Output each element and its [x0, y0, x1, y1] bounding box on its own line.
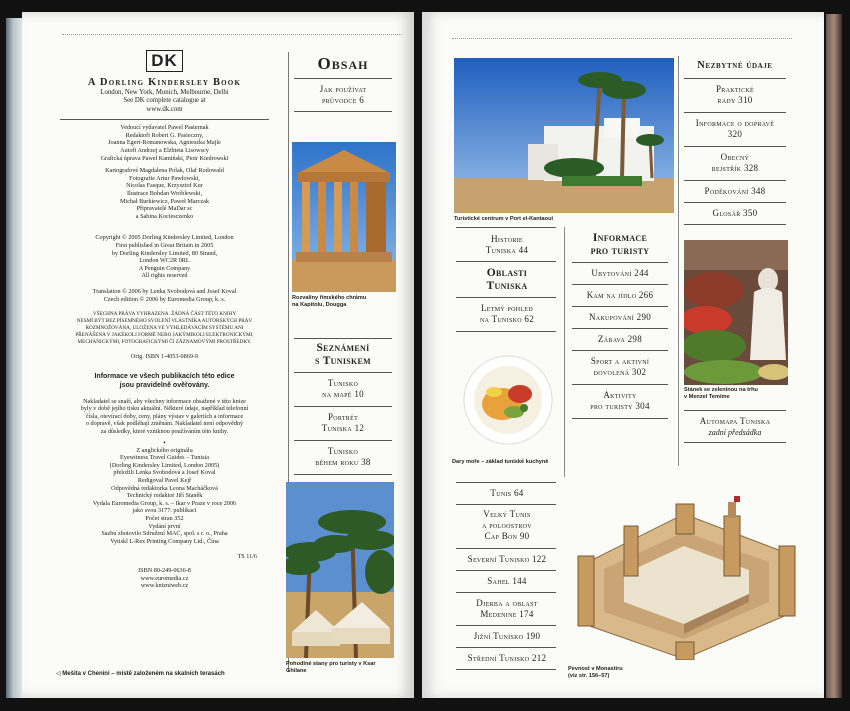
palm-tents-illustration	[286, 482, 394, 658]
credit-line: Joanna Egert-Romanowska, Agnieszka Majle	[108, 139, 221, 147]
monastir-fortress-drawing	[564, 474, 804, 660]
rule	[294, 111, 392, 112]
credit-line: Grafická úprava Paweł Kamiński, Piotr Kiedrowski	[100, 154, 229, 162]
credit-line: Ilustrace Bohdan Wróblewski,	[126, 189, 203, 197]
rule	[684, 180, 786, 181]
rule	[294, 372, 392, 373]
credit-line: Připravatelé MaDar sc	[136, 205, 193, 213]
toc-activities[interactable]: Aktivity pro turisty 304	[590, 390, 650, 411]
column-divider	[564, 227, 565, 477]
rule	[572, 384, 668, 385]
seafood-caption: Dary moře – základ tuniské kuchyně	[452, 459, 549, 465]
rule	[456, 592, 556, 593]
translation-line: Czech edition © 2006 by Euromedia Group, k. s.	[103, 295, 226, 303]
notice-block	[52, 398, 277, 436]
credit-line: Redaktoři Robert G. Pasieczny,	[125, 131, 204, 139]
market-caption: Stánek se zeleninou na trhu v Menzel Temime	[684, 387, 758, 400]
market-illustration	[684, 240, 788, 385]
edition-line: Vydání první	[148, 522, 181, 530]
edition-line: Eyewitness Travel Guides – Tunisia	[119, 454, 210, 462]
notice-line: čísla, otevírací doby, ceny, plány výstav v galeriích a informace	[85, 412, 244, 420]
column-divider	[678, 56, 679, 466]
rule	[572, 418, 668, 419]
rule	[456, 504, 556, 505]
toc-practical[interactable]: Praktické rady 310	[715, 84, 755, 105]
toc-year[interactable]: Tunisko během roku 38	[315, 446, 371, 467]
temple-photo	[292, 142, 396, 292]
copyright-line: London WC2R 0RL	[139, 257, 190, 265]
toc-transport[interactable]: Informace o dopravě 320	[695, 118, 775, 139]
tents-photo	[286, 482, 394, 658]
credit-line: Autoři Andrzej a Elżbieta Lisowscy	[120, 147, 209, 154]
right-page	[422, 12, 824, 698]
ts-code: TS 11/6	[237, 553, 257, 561]
rule	[684, 442, 786, 443]
port-photo	[454, 58, 674, 213]
website-knizniweb[interactable]: www.knizniweb.cz	[140, 582, 189, 590]
copyright-line: by Dorling Kindersley Limited, 80 Strand,	[111, 249, 218, 257]
toc-north[interactable]: Severní Tunisko 122	[467, 554, 547, 564]
section-heading-essentials: Nezbytné údaje	[697, 60, 773, 71]
rule	[572, 284, 668, 285]
isbn: ISBN 80-249-0636-8	[138, 566, 191, 574]
edition-line: jako svou 3177. publikaci	[132, 507, 197, 515]
notice-line: o dopravě, však podléhají změnám. Nakladatel není odpovědný	[85, 420, 244, 428]
notice-line: byly v době jejího tisku aktuální. Některé údaje, například telefonní	[80, 405, 249, 413]
toc-portrait[interactable]: Portrét Tuniska 12	[321, 412, 365, 433]
rule	[572, 262, 668, 263]
website-euromedia[interactable]: www.euromedia.cz	[140, 574, 189, 582]
temple-caption: Rozvaliny římského chrámu na Kapitolu, Dougga	[292, 295, 367, 308]
rule	[684, 146, 786, 147]
toc-how-to-use[interactable]: Jak používat průvodce 6	[319, 84, 367, 105]
rule	[684, 224, 786, 225]
copyright-line: Copyright © 2005 Dorling Kindersley Limited, London	[95, 234, 234, 242]
toc-accommodation[interactable]: Ubytování 244	[591, 268, 649, 278]
tents-caption: Pohodlné stany pro turisty v Ksar Ghilane	[286, 661, 376, 674]
rights-line: ROZMNOŽOVÁNA, ULOŽENA VE VYHLEDÁVACÍM SYSTÉMU ANI	[85, 325, 244, 332]
edition-line: Vydala Euromedia Group, k. s. – Ikar v Praze v roce 2006	[92, 499, 237, 507]
rights-line: PŘENÁŠENA V JAKÉKOLI FORMĚ NEBO JAKÝMIKOLI ELEKTRONICKÝMI,	[75, 332, 254, 339]
toc-map[interactable]: Tunisko na mapě 10	[322, 378, 364, 399]
arrow-left-icon: ◁	[56, 671, 61, 677]
copyright-block	[52, 234, 277, 280]
toc-index[interactable]: Obecný rejstřík 328	[711, 152, 759, 173]
catalogue-note: See DK complete catalogue at	[123, 97, 206, 105]
publisher-website: www.dk.com	[146, 105, 183, 113]
rule	[456, 625, 556, 626]
notice-heading	[52, 372, 277, 390]
imprint-column	[52, 50, 277, 590]
toc-sahel[interactable]: Sahel 144	[487, 576, 527, 586]
dk-logo: DK	[146, 50, 183, 72]
credits-block-1	[52, 124, 277, 162]
toc-history[interactable]: Historie Tuniska 44	[485, 234, 529, 255]
edition-block	[52, 447, 277, 546]
translation-line: Translation © 2006 by Lenka Svobodová and Josef Koval	[92, 287, 237, 295]
toc-road-map[interactable]: Automapa Tuniska	[699, 416, 771, 426]
credit-line: Nicolas Fasque, Krzysztof Kur	[126, 182, 203, 190]
market-photo	[684, 240, 788, 385]
rule	[294, 406, 392, 407]
credits-block-2	[52, 167, 277, 220]
credit-line: Kartografové Magdalena Polak, Olaf Rodowald	[105, 167, 224, 175]
toc-food[interactable]: Kam na jídlo 266	[586, 290, 654, 300]
toc-acknowledgements[interactable]: Poděkování 348	[704, 186, 766, 196]
edition-line: přeložili Lenka Svobodová a Josef Koval	[113, 469, 216, 477]
road-map-location: zadní předsádka	[708, 428, 762, 437]
toc-central[interactable]: Střední Tunisko 212	[467, 653, 547, 663]
toc-djerba[interactable]: Djerba a oblast Medenine 174	[476, 598, 538, 619]
edition-line: Odpovědná redaktorka Leona Macháčková	[111, 484, 218, 492]
top-dotted-rule	[452, 38, 792, 39]
rule	[456, 331, 556, 332]
notice-line: Nakladatel se snaží, aby všechny informace obsažené v této knize	[83, 397, 246, 405]
rule	[456, 482, 556, 483]
edition-line: Vytiskl L-Rex Printing Company Ltd., Čína	[110, 537, 219, 545]
translation-block	[52, 288, 277, 303]
toc-tunis[interactable]: Tunis 64	[490, 488, 524, 498]
notice-heading-line: jsou pravidelně ověřovány.	[119, 381, 210, 389]
publisher-title: A Dorling Kindersley Book	[87, 77, 242, 88]
rule	[684, 202, 786, 203]
rights-block	[52, 311, 277, 346]
footer-caption	[56, 671, 225, 678]
edition-line: Počet stran 352	[145, 515, 184, 522]
top-dotted-rule	[62, 34, 402, 35]
footer-caption-text: Mešita v Chenini – místě založeném na skalních terasách	[62, 671, 225, 677]
section-heading-info: Informace pro turisty	[590, 232, 650, 257]
orig-isbn: Orig. ISBN 1-4053-0869-9	[130, 353, 199, 361]
left-page	[22, 12, 414, 698]
copyright-line: First published in Great Britain in 2005	[115, 241, 214, 249]
notice-line: za důsledky, které vzniknou používáním této knihy.	[100, 428, 229, 436]
rule	[456, 647, 556, 648]
toc-glossary[interactable]: Glosář 350	[712, 208, 758, 218]
rule	[294, 440, 392, 441]
rule	[456, 297, 556, 298]
toc-shopping[interactable]: Nakupování 290	[588, 312, 652, 322]
rule	[684, 78, 786, 79]
credit-line: Fotografie Artur Pawłowski,	[129, 174, 200, 182]
edition-line: Sazbu zhotovilo Sdružení MAC, spol. s r. o., Praha	[101, 530, 228, 538]
toc-entertainment[interactable]: Zábava 298	[597, 334, 643, 344]
rule	[456, 548, 556, 549]
credit-line: Michał Burkiewicz, Paweł Marczak	[120, 197, 209, 205]
credit-line: Vedoucí vydavatel Pawel Pasternak	[120, 124, 209, 132]
copyright-line: A Penguin Company	[138, 264, 191, 272]
rule	[294, 78, 392, 79]
bullet-separator: •	[163, 438, 166, 447]
section-heading-intro: Seznámení s Tuniskem	[314, 342, 371, 367]
credit-line: a Sabina Kociesczenko	[135, 212, 194, 220]
copyright-line: All rights reserved	[141, 272, 188, 280]
notice-heading-line: Informace ve všech publikacích této edice	[94, 372, 235, 380]
rule	[456, 261, 556, 262]
fortress-caption: Pevnost v Monastiru (viz str. 156–57)	[568, 666, 623, 679]
edition-line: Redigoval Pavel Kejř	[137, 477, 192, 485]
rule	[456, 669, 556, 670]
rule	[684, 112, 786, 113]
seafood-plate-illustration	[462, 354, 554, 446]
edition-line: Technický redaktor Jiří Staněk	[126, 492, 203, 500]
section-heading-regions: Oblasti Tuniska	[486, 267, 528, 292]
rule	[572, 328, 668, 329]
rule	[684, 410, 786, 411]
rule	[456, 570, 556, 571]
rule	[294, 338, 392, 339]
rule	[294, 474, 392, 475]
rule	[572, 350, 668, 351]
seafood-photo	[462, 354, 554, 446]
edition-line: Z anglického originálu	[136, 446, 193, 454]
rule	[456, 227, 556, 228]
toc-sport[interactable]: Sport a aktivní dovolená 302	[590, 356, 650, 377]
port-illustration	[454, 58, 674, 213]
toc-great-tunis[interactable]: Velký Tunis a poloostrov Cap Bon 90	[482, 509, 532, 541]
publisher-cities: London, New York, Munich, Melbourne, Delhi	[100, 89, 229, 96]
rights-line: VŠECHNA PRÁVA VYHRAZENA. ŽÁDNÁ ČÁST TÉTO KNIHY	[92, 311, 237, 318]
rule	[572, 306, 668, 307]
toc-south[interactable]: Jižní Tunisko 190	[473, 631, 541, 641]
edition-line: (Dorling Kindersley Limited, London 2005)	[109, 461, 220, 469]
fortress-illustration	[564, 474, 804, 660]
rights-line: MECHANICKÝMI, FOTOGRAFICKÝMI ČI ZÁZNAMOVÝMI PROSTŘEDKY.	[77, 339, 252, 346]
book-edge-right	[826, 14, 842, 698]
port-caption: Turistické centrum v Port el-Kantaoui	[454, 216, 554, 222]
contents-heading: Obsah	[317, 54, 369, 73]
temple-illustration	[292, 142, 396, 292]
isbn-block	[52, 567, 277, 590]
rights-line: NESMÍ BÝT BEZ PÍSEMNÉHO SVOLENÍ VLASTNÍKA AUTORSKÝCH PRÁV	[76, 318, 253, 325]
toc-overview[interactable]: Letmý pohled na Tunisko 62	[479, 303, 535, 324]
